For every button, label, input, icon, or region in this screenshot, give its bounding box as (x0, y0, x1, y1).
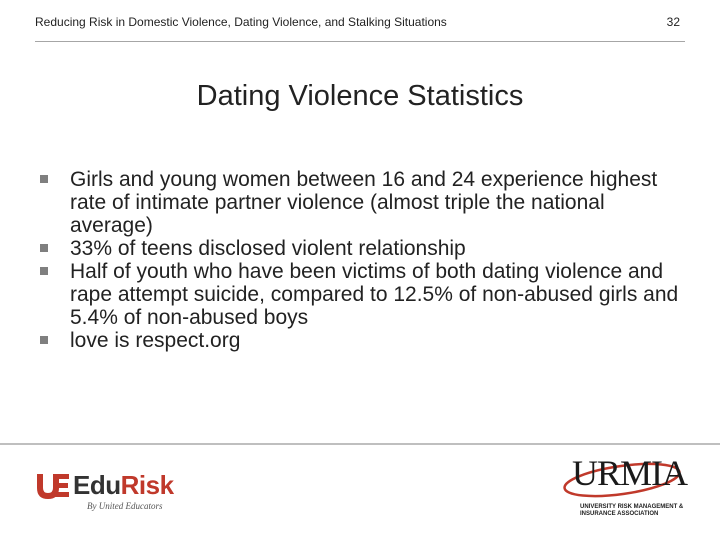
edurisk-tagline: By United Educators (87, 501, 163, 511)
urmia-wordmark: URMIA (572, 453, 688, 493)
bullet-text: love is respect.org (70, 329, 241, 352)
edurisk-logo (35, 470, 174, 515)
slide-header (35, 10, 680, 42)
bullet-text: Half of youth who have been victims of both dating violence and rape attempt suicide, compared to 12.5% of non-abused girls and 5.4% of non-abused boys (70, 260, 679, 329)
page-number: 32 (666, 15, 680, 29)
bullet-text: Girls and young women between 16 and 24 experience highest rate of intimate partner violence (almost triple the national average) (70, 168, 658, 237)
urmia-logo (560, 452, 690, 532)
header-divider (35, 41, 685, 42)
urmia-subtitle (580, 504, 683, 518)
bullet-item (40, 329, 690, 352)
square-bullet-icon (40, 175, 48, 183)
ue-mark-icon (35, 472, 71, 500)
bullet-item (40, 168, 690, 237)
square-bullet-icon (40, 267, 48, 275)
urmia-sub-line: INSURANCE ASSOCIATION (580, 511, 659, 517)
bullet-text: 33% of teens disclosed violent relationship (70, 237, 466, 260)
bullet-item (40, 237, 690, 260)
bullet-item (40, 260, 690, 329)
footer-divider (0, 443, 720, 445)
edu-text: Edu (73, 470, 121, 500)
bullet-list (40, 168, 690, 352)
header-title: Reducing Risk in Domestic Violence, Dating Violence, and Stalking Situations (35, 15, 447, 29)
urmia-sub-line: UNIVERSITY RISK MANAGEMENT & (580, 504, 684, 510)
square-bullet-icon (40, 244, 48, 252)
risk-text: Risk (120, 470, 174, 500)
slide-title: Dating Violence Statistics (196, 80, 524, 112)
square-bullet-icon (40, 336, 48, 344)
edurisk-wordmark (73, 470, 174, 501)
